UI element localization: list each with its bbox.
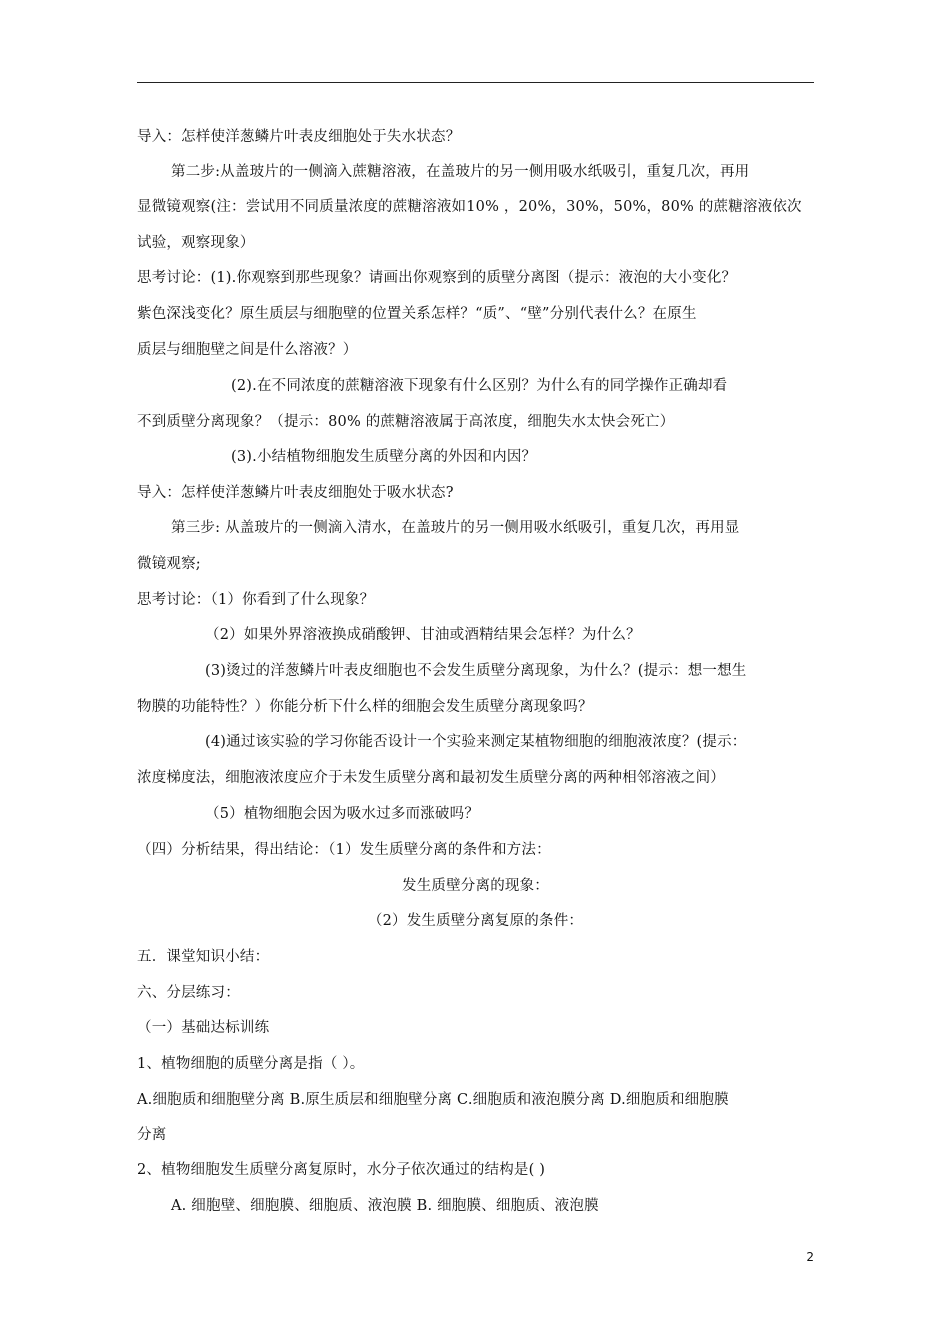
text-line: 发生质壁分离的现象： bbox=[402, 878, 549, 894]
text-line: 试验，观察现象） bbox=[137, 235, 255, 251]
text-line: (4)通过该实验的学习你能否设计一个实验来测定某植物细胞的细胞液浓度？(提示： bbox=[205, 734, 747, 750]
header-rule bbox=[137, 82, 814, 83]
text-line: 紫色深浅变化？原生质层与细胞壁的位置关系怎样？“质”、“壁”分别代表什么？在原生 bbox=[137, 306, 697, 322]
text-line: 导入：怎样使洋葱鳞片叶表皮细胞处于失水状态？ bbox=[137, 129, 461, 145]
text-line: 导入：怎样使洋葱鳞片叶表皮细胞处于吸水状态? bbox=[137, 485, 454, 501]
text-line: (3).小结植物细胞发生质壁分离的外因和内因？ bbox=[231, 449, 537, 465]
text-line: 思考讨论：(1).你观察到那些现象？请画出你观察到的质壁分离图（提示：液泡的大小变化？ bbox=[137, 270, 737, 286]
text-line: A. 细胞壁、细胞膜、细胞质、液泡膜 B. 细胞膜、细胞质、液泡膜 bbox=[171, 1198, 599, 1214]
text-line: 物膜的功能特性？）你能分析下什么样的细胞会发生质壁分离现象吗？ bbox=[137, 699, 593, 715]
text-line: 思考讨论：（1）你看到了什么现象？ bbox=[137, 592, 375, 608]
text-line: （一）基础达标训练 bbox=[137, 1020, 270, 1036]
text-line: 不到质壁分离现象？（提示：80% 的蔗糖溶液属于高浓度，细胞失水太快会死亡） bbox=[137, 414, 675, 430]
text-line: 质层与细胞壁之间是什么溶液？） bbox=[137, 342, 358, 358]
text-line: 五．课堂知识小结： bbox=[137, 949, 270, 965]
text-line: 1、植物细胞的质壁分离是指（ ）。 bbox=[137, 1056, 365, 1072]
text-line: 第三步: 从盖玻片的一侧滴入清水，在盖玻片的另一侧用吸水纸吸引，重复几次，再用显 bbox=[171, 520, 740, 536]
text-line: 第二步:从盖玻片的一侧滴入蔗糖溶液，在盖玻片的另一侧用吸水纸吸引，重复几次，再用 bbox=[171, 164, 750, 180]
text-line: 显微镜观察(注：尝试用不同质量浓度的蔗糖溶液如10% ，20%，30%，50%，80% 的蔗糖溶液依次 bbox=[137, 199, 802, 215]
text-line: 微镜观察; bbox=[137, 556, 201, 572]
text-line: A.细胞质和细胞壁分离 B.原生质层和细胞壁分离 C.细胞质和液泡膜分离 D.细胞质和细胞膜 bbox=[137, 1092, 729, 1108]
text-line: （2）如果外界溶液换成硝酸钾、甘油或酒精结果会怎样？为什么？ bbox=[205, 627, 641, 643]
text-line: 浓度梯度法，细胞液浓度应介于未发生质壁分离和最初发生质壁分离的两种相邻溶液之间） bbox=[137, 770, 725, 786]
page-number: 2 bbox=[806, 1250, 814, 1264]
text-line: 2、植物细胞发生质壁分离复原时，水分子依次通过的结构是( ) bbox=[137, 1162, 546, 1178]
text-line: （四）分析结果，得出结论：（1）发生质壁分离的条件和方法： bbox=[137, 842, 551, 858]
text-line: 六、分层练习： bbox=[137, 985, 240, 1001]
text-line: （2）发生质壁分离复原的条件： bbox=[367, 913, 584, 929]
text-line: （5）植物细胞会因为吸水过多而涨破吗？ bbox=[205, 806, 480, 822]
text-line: (3)烫过的洋葱鳞片叶表皮细胞也不会发生质壁分离现象，为什么？(提示：想一想生 bbox=[205, 663, 747, 679]
text-line: 分离 bbox=[137, 1127, 167, 1143]
text-line: (2).在不同浓度的蔗糖溶液下现象有什么区别？为什么有的同学操作正确却看 bbox=[231, 378, 728, 394]
